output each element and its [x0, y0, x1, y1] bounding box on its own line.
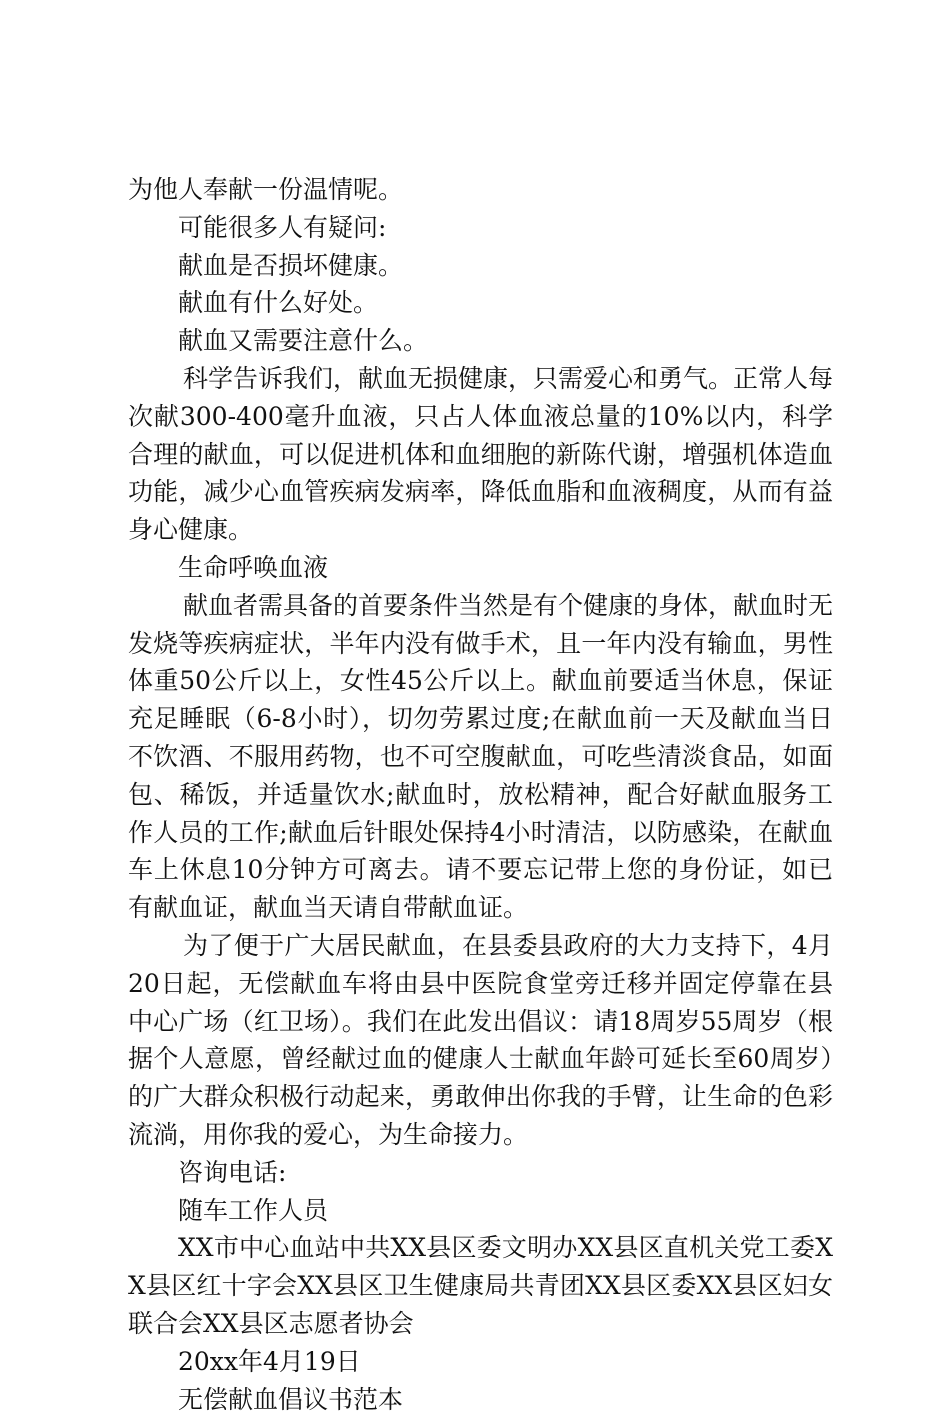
paragraph-question-benefit: 献血有什么好处。 [128, 284, 833, 322]
document-date: 20xx年4月19日 [128, 1343, 833, 1381]
document-body [128, 171, 833, 1418]
paragraph-question-health: 献血是否损坏健康。 [128, 247, 833, 285]
paragraph-question-attention: 献血又需要注意什么。 [128, 322, 833, 360]
paragraph-donor-requirements: 献血者需具备的首要条件当然是有个健康的身体，献血时无发烧等疾病症状，半年内没有做手术，且一年内没有输血，男性体重50公斤以上，女性45公斤以上。献血前要适当休息，保证充足睡眠（6-8小时），切勿劳累过度;在献血前一天及献血当日不饮酒、不服用药物，也不可空腹献血，可吃些清淡食品，如面包、稀饭，并适量饮水;献血时，放松精神，配合好献血服务工作人员的工作;献血后针眼处保持4小时清洁，以防感染，在献血车上休息10分钟方可离去。请不要忘记带上您的身份证，如已有献血证，献血当天请自带献血证。 [128, 587, 833, 927]
paragraph-science: 科学告诉我们，献血无损健康，只需爱心和勇气。正常人每次献300-400毫升血液，只占人体血液总量的10%以内，科学合理的献血，可以促进机体和血细胞的新陈代谢，增强机体造血功能，减少心血管疾病发病率，降低血脂和血液稠度，从而有益身心健康。 [128, 360, 833, 549]
organizations-list: XX市中心血站中共XX县区委文明办XX县区直机关党工委XX县区红十字会XX县区卫生健康局共青团XX县区委XX县区妇女联合会XX县区志愿者协会 [128, 1229, 833, 1342]
staff-label: 随车工作人员 [128, 1192, 833, 1230]
consult-phone-label: 咨询电话: [128, 1154, 833, 1192]
paragraph-question-intro: 可能很多人有疑问: [128, 209, 833, 247]
section-heading-life-calls-blood: 生命呼唤血液 [128, 549, 833, 587]
next-document-title: 无偿献血倡议书范本 [128, 1381, 833, 1418]
paragraph-continuation: 为他人奉献一份温情呢。 [128, 171, 833, 209]
paragraph-initiative: 为了便于广大居民献血，在县委县政府的大力支持下，4月20日起，无偿献血车将由县中医院食堂旁迁移并固定停靠在县中心广场（红卫场）。我们在此发出倡议：请18周岁55周岁（根据个人意愿，曾经献过血的健康人士献血年龄可延长至60周岁）的广大群众积极行动起来，勇敢伸出你我的手臂，让生命的色彩流淌，用你我的爱心，为生命接力。 [128, 927, 833, 1154]
